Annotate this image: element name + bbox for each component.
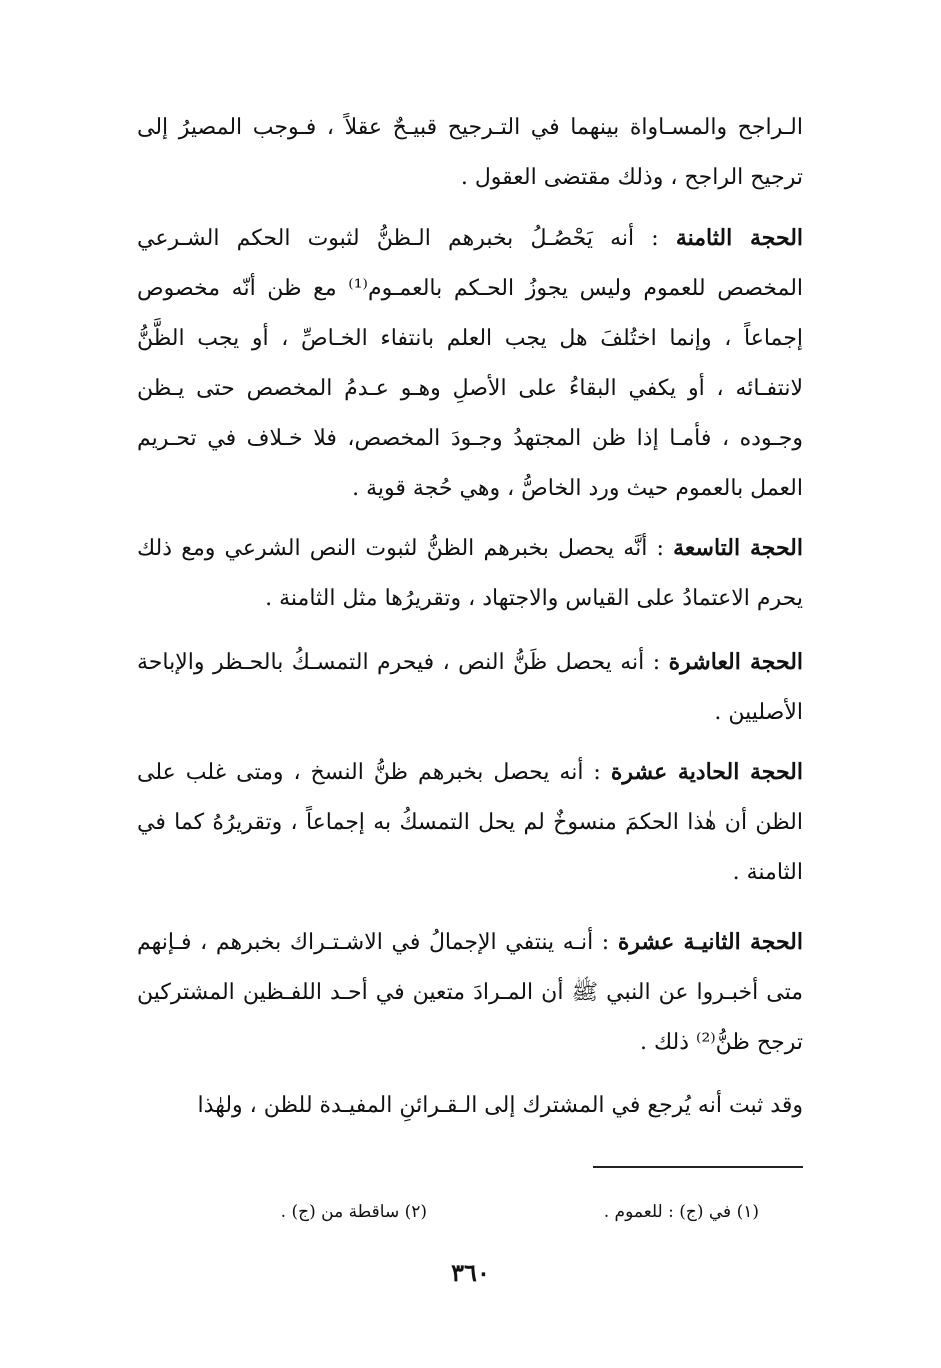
- paragraph-lead: الحجة الحادية عشرة: [610, 759, 803, 785]
- footnote-divider: [593, 1166, 803, 1168]
- footnote-1: (١) في (ج) : للعموم .: [603, 1202, 759, 1222]
- paragraph-text: : أنه يحصل بخبرهم ظنُّ النسخ ، ومتى غلب على الظن أن هٰذا الحكمَ منسوخٌ لم يحل التمسكُ به إجماعاً ، وتقريرُهُ كما في الثامنة .: [137, 760, 803, 885]
- paragraph-lead: الحجة العاشرة: [668, 649, 804, 675]
- paragraph-text: الـراجح والمسـاواة بينهما في التـرجيح قبيـحٌ عقلاً ، فـوجب المصيرُ إلى ترجيح الراجح ، وذلك مقتضى العقول .: [137, 115, 803, 190]
- paragraph-lead: الحجة التاسعة: [673, 535, 804, 561]
- footnote-2: (٢) ساقطة من (ج) .: [280, 1202, 427, 1222]
- paragraph-text: : أنـه ينتفي الإجمالُ في الاشـتـراك بخبرهم ، فـإنهم متى أخبـروا عن النبي ﷺ أن المـرادَ متعين في أحـد اللفـظين المشتركين ترجح ظنُّ⁽²⁾ ذلك .: [137, 930, 803, 1055]
- paragraph-continuation: [137, 102, 803, 203]
- paragraph-final: [137, 1080, 803, 1131]
- paragraph-text: وقد ثبت أنه يُرجع في المشترك إلى الـقـرائنِ المفيـدة للظن ، ولهٰذا: [197, 1093, 803, 1118]
- paragraph-text: : أنَّه يحصل بخبرهم الظنُّ لثبوت النص الشرعي ومع ذلك يحرم الاعتمادُ على القياس والاجتهاد ، وتقريرُها مثل الثامنة .: [137, 536, 803, 611]
- paragraph-lead: الحجة الثامنة: [675, 225, 804, 251]
- paragraph-eighth-argument: [137, 213, 803, 514]
- paragraph-twelfth-argument: [137, 917, 803, 1068]
- paragraph-eleventh-argument: [137, 747, 803, 898]
- paragraph-text: : أنه يَحْصُـلُ بخبرهم الـظنُّ لثبوت الحكم الشـرعي المخصص للعموم وليس يجوزُ الحـكم بالعمـوم⁽¹⁾ مع ظن أنّه مخصوص إجماعاً ، وإنما اختُلفَ هل يجب العلم بانتفاء الخـاصِّ ، أو يجب الظَّنُّ لانتفـائه ، أو يكفي البقاءُ على الأصلِ وهـو عـدمُ المخصص حتى يـظن وجـوده ، فأمـا إذا ظن المجتهدُ وجـودَ المخصص، فلا خـلاف في تحـريم العمل بالعموم حيث ورد الخاصُّ ، وهي حُجة قوية .: [137, 226, 804, 501]
- page-number: ٣٦٠: [451, 1258, 490, 1287]
- paragraph-tenth-argument: [137, 637, 803, 738]
- footnotes: [179, 1195, 759, 1229]
- paragraph-lead: الحجة الثانيـة عشرة: [617, 929, 803, 955]
- paragraph-text: : أنه يحصل ظَنُّ النص ، فيحرم التمسـكُ بالحـظر والإباحة الأصليين .: [137, 650, 803, 725]
- paragraph-ninth-argument: [137, 523, 803, 624]
